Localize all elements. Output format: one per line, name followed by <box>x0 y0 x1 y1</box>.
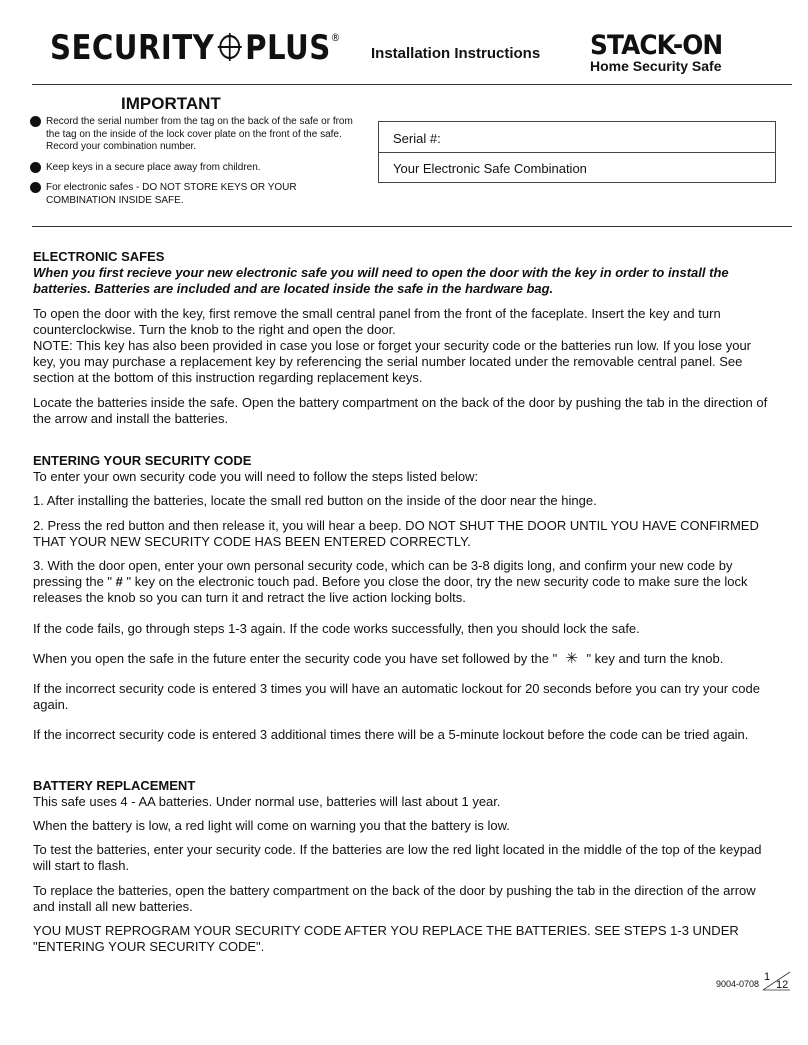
list-item <box>28 162 358 175</box>
step-3: 3. With the door open, enter your own personal security code, which can be 3-8 digits long, and confirm your new code by pressing the " # " key on the electronic touch pad. Before you close the door, try the new security code to make sure the lock releases the knob so you can turn it and retract the live action locking bolts. <box>33 558 748 606</box>
paragraph: Locate the batteries inside the safe. Open the battery compartment on the back of the door by pushing the tab in the direction of the arrow and install the batteries. <box>33 394 768 426</box>
instructions-body <box>33 249 773 964</box>
stack-on-logo: STACK-ON <box>590 30 723 61</box>
document-title: Installation Instructions <box>371 45 541 62</box>
entering-code-heading: ENTERING YOUR SECURITY CODE <box>33 453 252 469</box>
page-indicator <box>760 971 792 991</box>
important-list <box>28 116 358 215</box>
step-2: 2. Press the red button and then release it, you will hear a beep. DO NOT SHUT THE DOOR UNTIL YOU HAVE CONFIRMED THAT YOUR NEW SECURITY CODE HAS BEEN ENTERED CORRECTLY. <box>33 517 759 549</box>
important-heading: IMPORTANT <box>121 94 221 113</box>
note-paragraph: NOTE: This key has also been provided in case you lose or forget your security code or the batteries run low. If you lose your key, you may purchase a replacement key by referencing the serial number located under the removable central panel. See section at the bottom of this instruction regarding replacement keys. <box>33 338 752 386</box>
bullet-text: Record the serial number from the tag on the back of the safe or from the tag on the inside of the lock cover plate on the front of the safe. Record your combination number. <box>46 116 353 152</box>
security-plus-logo <box>50 28 341 71</box>
brand-left: SECURITY <box>50 28 215 68</box>
record-box <box>378 121 776 183</box>
electronic-safes-heading: ELECTRONIC SAFES <box>33 249 165 264</box>
battery-heading: BATTERY REPLACEMENT <box>33 777 196 793</box>
combination-label: Your Electronic Safe Combination <box>393 161 587 176</box>
bullet-icon <box>30 162 41 173</box>
electronic-intro: When you first recieve your new electronic safe you will need to open the door with the key in order to install the batteries. Batteries are included and are located inside the safe in the hardware bag. <box>33 265 729 297</box>
brand-right: PLUS <box>245 28 331 68</box>
serial-label: Serial #: <box>393 131 441 146</box>
paragraph: To replace the batteries, open the battery compartment on the back of the door by pushing the tab in the direction of the arrow and install all new batteries. <box>33 882 756 914</box>
paragraph: If the code fails, go through steps 1-3 again. If the code works successfully, then you should lock the safe. <box>33 620 640 636</box>
hash-key: # <box>115 574 123 590</box>
paragraph: If the incorrect security code is entered 3 times you will have an automatic lockout for 20 seconds before you can try your code again. <box>33 681 760 713</box>
list-item <box>28 116 358 154</box>
crosshair-icon <box>217 31 243 71</box>
page-number: 1 <box>764 971 771 983</box>
paragraph: To test the batteries, enter your security code. If the batteries are low the red light located in the middle of the top of the keypad will start to flash. <box>33 842 762 874</box>
list-item <box>28 182 358 207</box>
product-name: Home Security Safe <box>590 58 722 74</box>
paragraph: When the battery is low, a red light will come on warning you that the battery is low. <box>33 818 510 834</box>
bullet-icon <box>30 182 41 193</box>
bullet-text: Keep keys in a secure place away from children. <box>46 161 261 173</box>
paragraph: YOU MUST REPROGRAM YOUR SECURITY CODE AFTER YOU REPLACE THE BATTERIES. SEE STEPS 1-3 UNDER "ENTERING YOUR SECURITY CODE". <box>33 923 739 955</box>
paragraph: To enter your own security code you will need to follow the steps listed below: <box>33 469 479 485</box>
header-divider <box>32 84 792 85</box>
registered-mark: ® <box>330 31 341 44</box>
page-total: 12 <box>776 979 789 991</box>
paragraph: When you open the safe in the future enter the security code you have set followed by the " ✳ " key and turn the knob. <box>33 649 724 667</box>
paragraph: This safe uses 4 - AA batteries. Under normal use, batteries will last about 1 year. <box>33 793 501 809</box>
document-code: 9004-0708 <box>716 979 760 989</box>
paragraph: To open the door with the key, first remove the small central panel from the front of the faceplate. Insert the key and turn counterclockwise. Turn the knob to the right and open the door. <box>33 305 721 337</box>
bullet-icon <box>30 116 41 127</box>
step-1: 1. After installing the batteries, locate the small red button on the inside of the door near the hinge. <box>33 493 597 509</box>
section-divider <box>32 226 792 227</box>
bullet-text: For electronic safes - DO NOT STORE KEYS OR YOUR COMBINATION INSIDE SAFE. <box>46 182 297 206</box>
paragraph: If the incorrect security code is entered 3 additional times there will be a 5-minute lockout before the code can be tried again. <box>33 727 749 743</box>
serial-row <box>379 122 775 153</box>
star-key-icon: ✳ <box>565 649 579 667</box>
